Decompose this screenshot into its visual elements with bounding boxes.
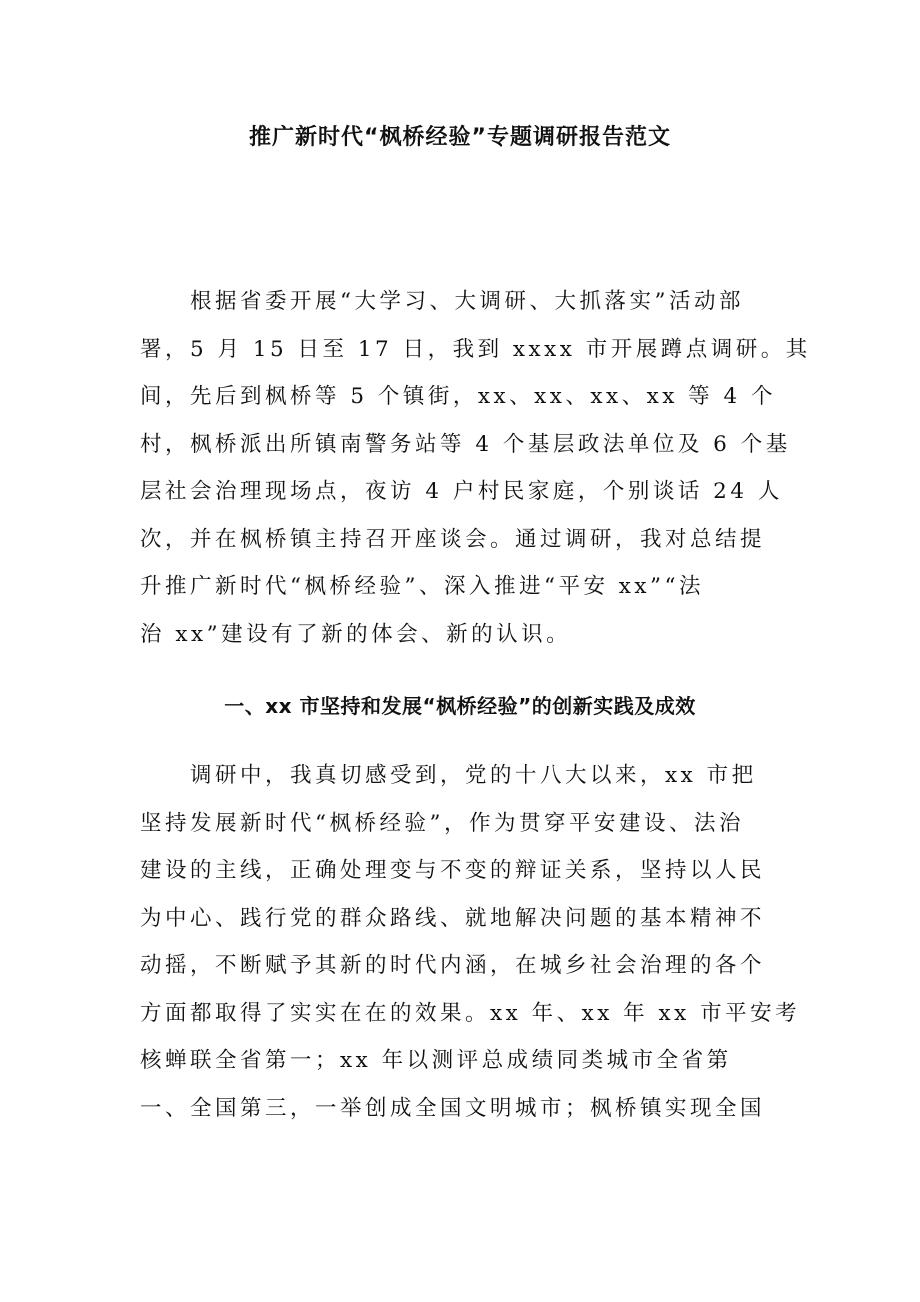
paragraph-2 bbox=[140, 752, 801, 1132]
paragraph-line: 建设的主线，正确处理变与不变的辩证关系，坚持以人民 bbox=[140, 858, 766, 883]
document-title: 推广新时代“枫桥经验”专题调研报告范文 bbox=[249, 125, 671, 150]
paragraph-line: 动摇，不断赋予其新的时代内涵，在城乡社会治理的各个 bbox=[140, 953, 766, 978]
paragraph-line: 一、全国第三，一举创成全国文明城市；枫桥镇实现全国 bbox=[140, 1095, 766, 1121]
paragraph-line: 调研中，我真切感受到，党的十八大以来，xx 市把 bbox=[140, 763, 757, 788]
paragraph-line: 次，并在枫桥镇主持召开座谈会。通过调研，我对总结提 bbox=[140, 526, 766, 552]
paragraph-line: 升推广新时代“枫桥经验”、深入推进“平安 xx”“法 bbox=[140, 574, 705, 599]
paragraph-line: 坚持发展新时代“枫桥经验”，作为贯穿平安建设、法治 bbox=[140, 810, 744, 836]
section-heading-1: 一、xx 市坚持和发展“枫桥经验”的创新实践及成效 bbox=[224, 694, 696, 718]
paragraph-line: 村，枫桥派出所镇南警务站等 4 个基层政法单位及 6 个基 bbox=[140, 431, 791, 457]
paragraph-line: 方面都取得了实实在在的效果。xx 年、xx 年 xx 市平安考 bbox=[140, 1000, 801, 1026]
paragraph-line: 署，5 月 15 日至 17 日，我到 xxxx 市开展蹲点调研。其 bbox=[140, 336, 811, 362]
paragraph-line: 核蝉联全省第一；xx 年以测评总成绩同类城市全省第 bbox=[140, 1048, 732, 1073]
paragraph-line: 为中心、践行党的群众路线、就地解决问题的基本精神不 bbox=[140, 905, 766, 931]
paragraph-1 bbox=[140, 278, 811, 658]
paragraph-line: 根据省委开展“大学习、大调研、大抓落实”活动部 bbox=[140, 289, 744, 314]
paragraph-line: 层社会治理现场点，夜访 4 户村民家庭，个别谈话 24 人 bbox=[140, 479, 783, 504]
paragraph-line: 治 xx”建设有了新的体会、新的认识。 bbox=[140, 621, 572, 647]
paragraph-line: 间，先后到枫桥等 5 个镇街，xx、xx、xx、xx 等 4 个 bbox=[140, 384, 777, 409]
